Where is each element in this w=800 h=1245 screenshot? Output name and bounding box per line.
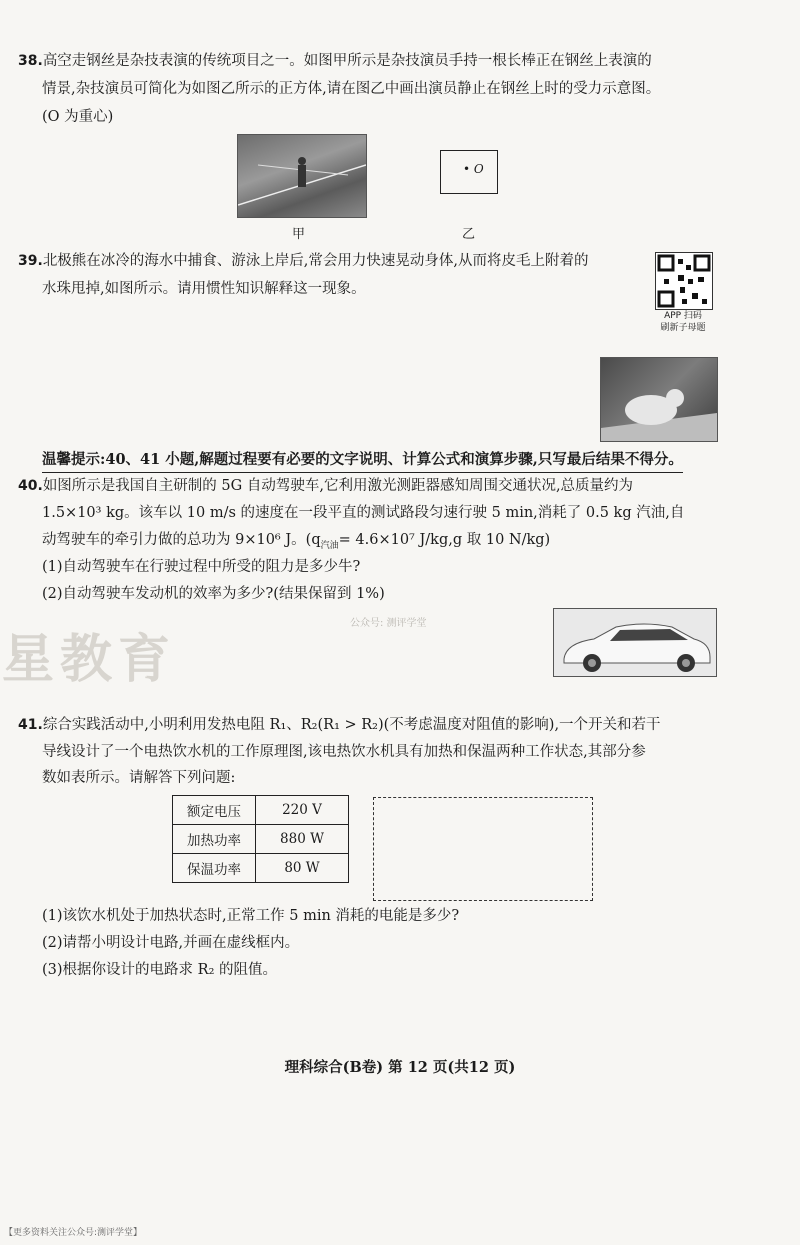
q40-line2: 1.5×10³ kg。该车以 10 m/s 的速度在一段平直的测试路段匀速行驶 5 min,消耗了 0.5 kg 汽油,自: [42, 505, 685, 521]
q39-line2: 水珠甩掉,如图所示。请用惯性知识解释这一现象。: [42, 281, 366, 297]
qr-code-icon[interactable]: [655, 252, 713, 310]
tightrope-illustration: [238, 135, 366, 217]
q41-line3: 数如表所示。请解答下列问题:: [42, 770, 236, 786]
q41-sub3: (3)根据你设计的电路求 R₂ 的阻值。: [42, 962, 277, 978]
q39-number: 39.: [18, 253, 43, 269]
page-footer: 理科综合(B卷) 第 12 页(共12 页): [284, 1059, 516, 1076]
self-driving-car-photo: [553, 608, 717, 677]
exam-tip: 温馨提示:40、41 小题,解题过程要有必要的文字说明、计算公式和演算步骤,只写最后结果不得分。: [42, 449, 683, 473]
caption-jia: 甲: [292, 227, 306, 242]
circuit-answer-box: [373, 797, 593, 901]
q40-sub1: (1)自动驾驶车在行驶过程中所受的阻力是多少牛?: [42, 559, 361, 575]
q40-line3: 动驾驶车的牵引力做的总功为 9×10⁶ J。($q_{汽油}= 4.6\times 10^7$ J/kg,g 取 10 N/kg): [42, 532, 551, 551]
q40-line1: 40.如图所示是我国自主研制的 5G 自动驾驶车,它利用激光测距器感知周围交通状况,总质量约为: [18, 478, 634, 494]
q41-line1: 41.综合实践活动中,小明利用发热电阻 R₁、R₂(R₁ > R₂)(不考虑温度对阻值的影响),一个开关和若干: [18, 717, 661, 733]
center-of-gravity-point: • O: [463, 162, 484, 176]
q40-number: 40.: [18, 478, 43, 494]
table-row: [173, 854, 349, 883]
polar-bear-photo: [600, 357, 718, 442]
watermark: 星教育: [2, 630, 177, 690]
tightrope-photo: [237, 134, 367, 218]
q41-sub1: (1)该饮水机处于加热状态时,正常工作 5 min 消耗的电能是多少?: [42, 908, 460, 924]
watermark-small: 公众号: 测评学堂: [350, 618, 427, 629]
polar-bear-illustration: [601, 358, 717, 441]
table-cell-value: 880 W: [256, 825, 349, 854]
qr-caption: APP 扫码 刷新子母题: [660, 311, 706, 333]
q41-number: 41.: [18, 717, 43, 733]
q39-line1: 39.北极熊在冰冷的海水中捕食、游泳上岸后,常会用力快速晃动身体,从而将皮毛上附着的: [18, 253, 589, 269]
q38-number: 38.: [18, 53, 43, 69]
car-illustration: [554, 609, 716, 676]
bottom-note: 【更多资料关注公众号:测评学堂】: [4, 1228, 143, 1238]
table-cell-key: 加热功率: [173, 825, 256, 854]
q38-line3: (O 为重心): [42, 109, 114, 125]
table-cell-key: 额定电压: [173, 796, 256, 825]
parameter-table: [172, 795, 349, 883]
table-cell-key: 保温功率: [173, 854, 256, 883]
table-row: [173, 825, 349, 854]
q41-sub2: (2)请帮小明设计电路,并画在虚线框内。: [42, 935, 300, 951]
q40-sub2: (2)自动驾驶车发动机的效率为多少?(结果保留到 1%): [42, 586, 385, 602]
figure-yi-square: [440, 150, 498, 194]
q38-line2: 情景,杂技演员可简化为如图乙所示的正方体,请在图乙中画出演员静止在钢丝上时的受力示意图。: [42, 81, 661, 97]
q38-line1: 38.高空走钢丝是杂技表演的传统项目之一。如图甲所示是杂技演员手持一根长棒正在钢丝上表演的: [18, 53, 652, 69]
q41-line2: 导线设计了一个电热饮水机的工作原理图,该电热饮水机具有加热和保温两种工作状态,其部分参: [42, 744, 646, 760]
table-cell-value: 80 W: [256, 854, 349, 883]
caption-yi: 乙: [462, 227, 476, 242]
table-cell-value: 220 V: [256, 796, 349, 825]
table-row: [173, 796, 349, 825]
